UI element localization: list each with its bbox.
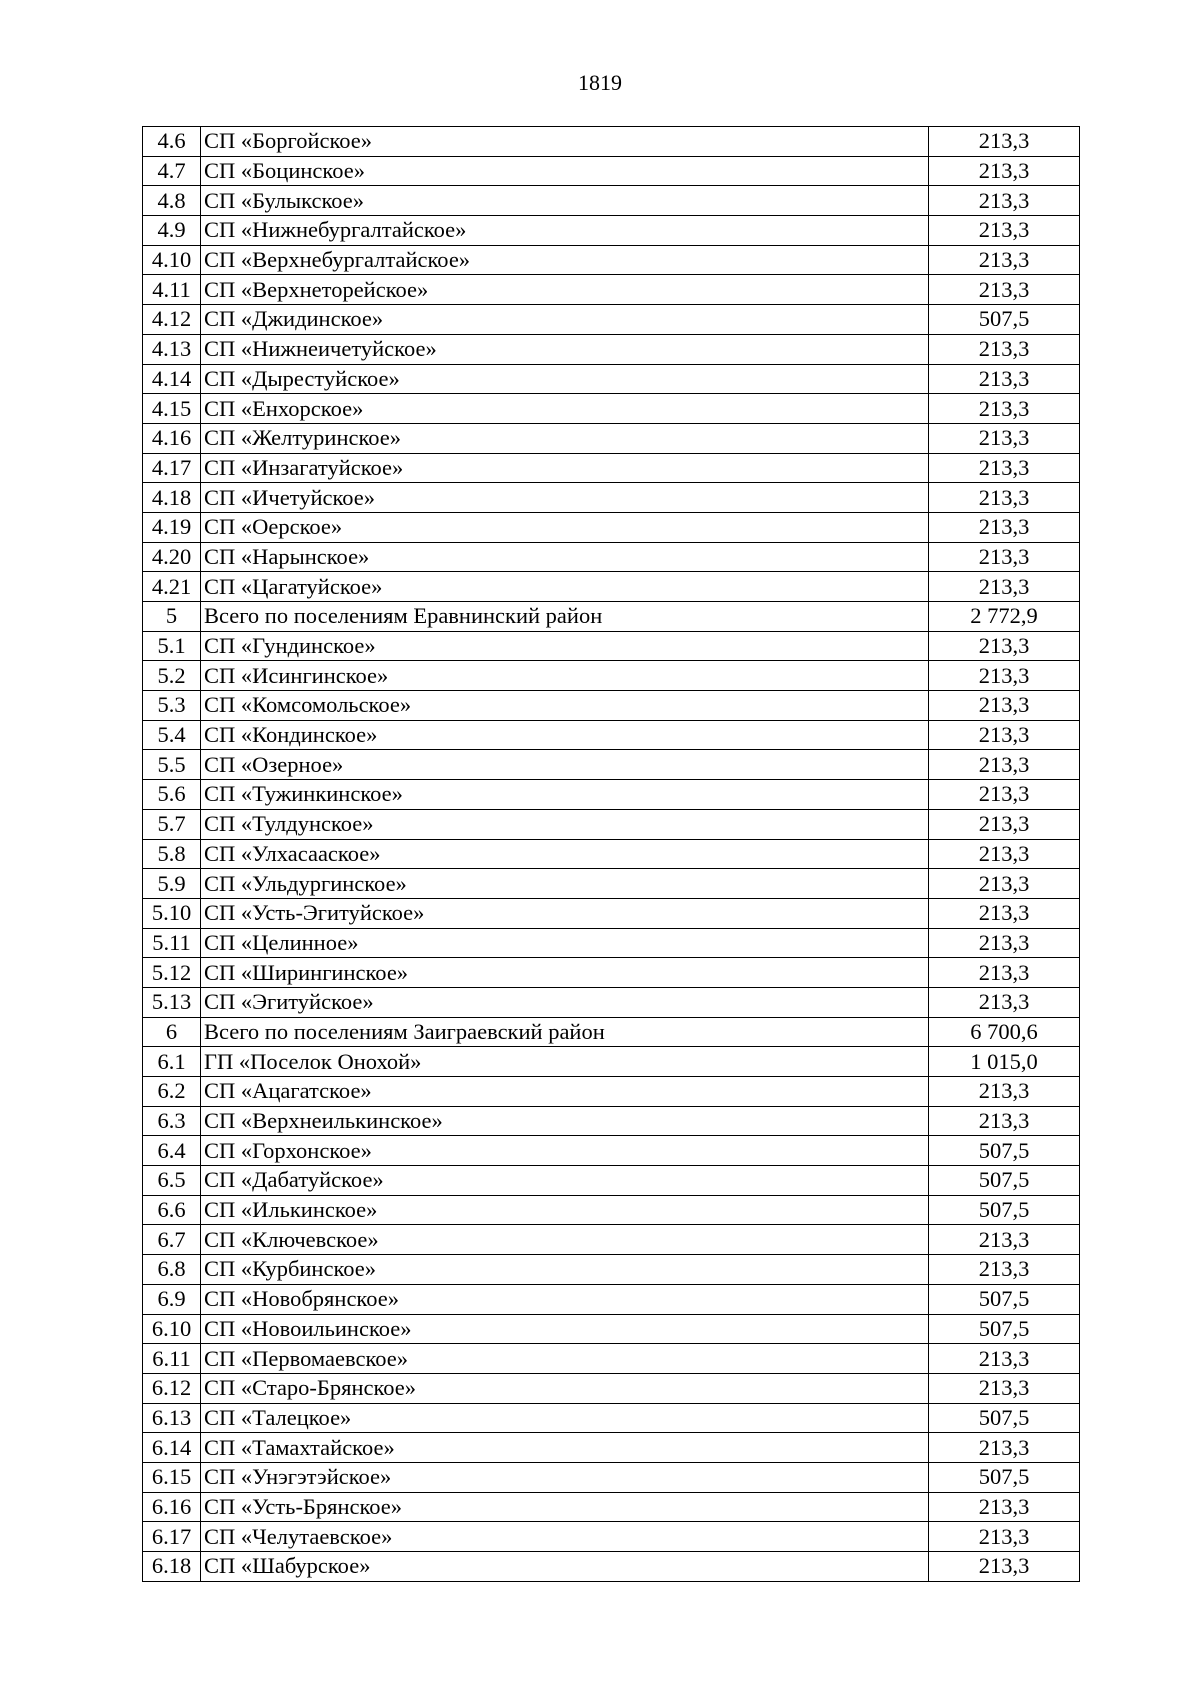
amount-cell: 213,3 [929, 334, 1080, 364]
table-row [143, 1225, 1080, 1255]
table-row [143, 1136, 1080, 1166]
table-row [143, 1492, 1080, 1522]
table-row [143, 483, 1080, 513]
settlement-name-cell: СП «Тужинкинское» [201, 780, 929, 810]
row-number-cell: 5.2 [143, 661, 201, 691]
table-row [143, 839, 1080, 869]
settlement-name-cell: СП «Цагатуйское» [201, 572, 929, 602]
row-number-cell: 6.16 [143, 1492, 201, 1522]
settlement-name-cell: СП «Дырестуйское» [201, 364, 929, 394]
row-number-cell: 6.12 [143, 1373, 201, 1403]
row-number-cell: 4.17 [143, 453, 201, 483]
row-number-cell: 4.20 [143, 542, 201, 572]
row-number-cell: 6.3 [143, 1106, 201, 1136]
table-row [143, 750, 1080, 780]
settlement-name-cell: СП «Шабурское» [201, 1552, 929, 1582]
amount-cell: 213,3 [929, 1344, 1080, 1374]
row-number-cell: 5.1 [143, 631, 201, 661]
settlement-name-cell: СП «Исингинское» [201, 661, 929, 691]
settlement-name-cell: СП «Челутаевское» [201, 1522, 929, 1552]
row-number-cell: 6.11 [143, 1344, 201, 1374]
row-number-cell: 4.12 [143, 305, 201, 335]
row-number-cell: 6.1 [143, 1047, 201, 1077]
row-number-cell: 5.13 [143, 987, 201, 1017]
page-number: 1819 [578, 70, 622, 95]
row-number-cell: 6.5 [143, 1166, 201, 1196]
row-number-cell: 5.5 [143, 750, 201, 780]
settlement-name-cell: СП «Целинное» [201, 928, 929, 958]
row-number-cell: 5.10 [143, 898, 201, 928]
amount-cell: 213,3 [929, 1552, 1080, 1582]
table-row [143, 809, 1080, 839]
amount-cell: 1 015,0 [929, 1047, 1080, 1077]
table-row [143, 275, 1080, 305]
row-number-cell: 5.12 [143, 958, 201, 988]
amount-cell: 213,3 [929, 1492, 1080, 1522]
settlement-allocation-table [142, 126, 1080, 1582]
table-row [143, 631, 1080, 661]
table-row [143, 453, 1080, 483]
amount-cell: 213,3 [929, 394, 1080, 424]
settlement-name-cell: СП «Усть-Эгитуйское» [201, 898, 929, 928]
settlement-name-cell: СП «Боцинское» [201, 156, 929, 186]
settlement-name-cell: СП «Верхнеилькинское» [201, 1106, 929, 1136]
amount-cell: 2 772,9 [929, 602, 1080, 632]
amount-cell: 507,5 [929, 1195, 1080, 1225]
table-row [143, 1077, 1080, 1107]
row-number-cell: 6.10 [143, 1314, 201, 1344]
table-row [143, 127, 1080, 157]
table-row [143, 720, 1080, 750]
settlement-name-cell: СП «Желтуринское» [201, 423, 929, 453]
table-row [143, 394, 1080, 424]
settlement-name-cell: СП «Ичетуйское» [201, 483, 929, 513]
table-row [143, 1344, 1080, 1374]
settlement-name-cell: СП «Инзагатуйское» [201, 453, 929, 483]
settlement-name-cell: СП «Горхонское» [201, 1136, 929, 1166]
amount-cell: 507,5 [929, 1462, 1080, 1492]
row-number-cell: 5.3 [143, 691, 201, 721]
table-row [143, 245, 1080, 275]
amount-cell: 213,3 [929, 156, 1080, 186]
amount-cell: 213,3 [929, 1077, 1080, 1107]
table-row [143, 364, 1080, 394]
table-row [143, 572, 1080, 602]
amount-cell: 213,3 [929, 987, 1080, 1017]
settlement-name-cell: СП «Комсомольское» [201, 691, 929, 721]
settlement-name-cell: СП «Ширингинское» [201, 958, 929, 988]
row-number-cell: 4.8 [143, 186, 201, 216]
amount-cell: 507,5 [929, 1314, 1080, 1344]
row-number-cell: 4.15 [143, 394, 201, 424]
amount-cell: 213,3 [929, 127, 1080, 157]
amount-cell: 213,3 [929, 275, 1080, 305]
row-number-cell: 4.19 [143, 512, 201, 542]
table-row [143, 691, 1080, 721]
row-number-cell: 6 [143, 1017, 201, 1047]
row-number-cell: 4.10 [143, 245, 201, 275]
table-row [143, 186, 1080, 216]
settlement-name-cell: СП «Унэгэтэйское» [201, 1462, 929, 1492]
settlement-name-cell: СП «Тамахтайское» [201, 1433, 929, 1463]
amount-cell: 213,3 [929, 245, 1080, 275]
row-number-cell: 5.8 [143, 839, 201, 869]
row-number-cell: 6.6 [143, 1195, 201, 1225]
amount-cell: 507,5 [929, 1403, 1080, 1433]
table-row [143, 602, 1080, 632]
table-row [143, 216, 1080, 246]
row-number-cell: 6.8 [143, 1255, 201, 1285]
settlement-name-cell: СП «Нижнеичетуйское» [201, 334, 929, 364]
amount-cell: 213,3 [929, 898, 1080, 928]
amount-cell: 213,3 [929, 453, 1080, 483]
row-number-cell: 4.16 [143, 423, 201, 453]
row-number-cell: 6.13 [143, 1403, 201, 1433]
settlement-name-cell: Всего по поселениям Заиграевский район [201, 1017, 929, 1047]
table-row [143, 156, 1080, 186]
amount-cell: 213,3 [929, 1255, 1080, 1285]
row-number-cell: 6.7 [143, 1225, 201, 1255]
amount-cell: 6 700,6 [929, 1017, 1080, 1047]
amount-cell: 213,3 [929, 869, 1080, 899]
row-number-cell: 4.13 [143, 334, 201, 364]
row-number-cell: 4.6 [143, 127, 201, 157]
settlement-name-cell: СП «Нарынское» [201, 542, 929, 572]
table-row [143, 661, 1080, 691]
settlement-name-cell: СП «Кондинское» [201, 720, 929, 750]
table-row [143, 1195, 1080, 1225]
amount-cell: 213,3 [929, 572, 1080, 602]
settlement-name-cell: СП «Эгитуйское» [201, 987, 929, 1017]
row-number-cell: 4.21 [143, 572, 201, 602]
row-number-cell: 4.11 [143, 275, 201, 305]
amount-cell: 213,3 [929, 1225, 1080, 1255]
table-row [143, 1403, 1080, 1433]
settlement-name-cell: СП «Новоильинское» [201, 1314, 929, 1344]
settlement-name-cell: СП «Ульдургинское» [201, 869, 929, 899]
row-number-cell: 5.7 [143, 809, 201, 839]
amount-cell: 213,3 [929, 1433, 1080, 1463]
row-number-cell: 5.4 [143, 720, 201, 750]
settlement-name-cell: СП «Гундинское» [201, 631, 929, 661]
row-number-cell: 5.6 [143, 780, 201, 810]
row-number-cell: 4.14 [143, 364, 201, 394]
settlement-name-cell: СП «Улхасаaское» [201, 839, 929, 869]
settlement-name-cell: СП «Илькинское» [201, 1195, 929, 1225]
row-number-cell: 5.11 [143, 928, 201, 958]
settlement-name-cell: СП «Дабатуйское» [201, 1166, 929, 1196]
row-number-cell: 4.18 [143, 483, 201, 513]
amount-cell: 213,3 [929, 186, 1080, 216]
settlement-name-cell: СП «Новобрянское» [201, 1284, 929, 1314]
settlement-name-cell: Всего по поселениям Еравнинский район [201, 602, 929, 632]
amount-cell: 213,3 [929, 928, 1080, 958]
table-row [143, 987, 1080, 1017]
amount-cell: 507,5 [929, 1136, 1080, 1166]
settlement-name-cell: СП «Старо-Брянское» [201, 1373, 929, 1403]
settlement-name-cell: СП «Булыкское» [201, 186, 929, 216]
table-row [143, 780, 1080, 810]
settlement-name-cell: ГП «Поселок Онохой» [201, 1047, 929, 1077]
amount-cell: 213,3 [929, 631, 1080, 661]
amount-cell: 213,3 [929, 691, 1080, 721]
amount-cell: 213,3 [929, 483, 1080, 513]
row-number-cell: 4.7 [143, 156, 201, 186]
row-number-cell: 6.9 [143, 1284, 201, 1314]
amount-cell: 213,3 [929, 809, 1080, 839]
amount-cell: 213,3 [929, 661, 1080, 691]
settlement-name-cell: СП «Ключевское» [201, 1225, 929, 1255]
row-number-cell: 6.17 [143, 1522, 201, 1552]
amount-cell: 213,3 [929, 839, 1080, 869]
table-row [143, 1284, 1080, 1314]
table-row [143, 1373, 1080, 1403]
amount-cell: 213,3 [929, 423, 1080, 453]
table-row [143, 1166, 1080, 1196]
row-number-cell: 6.2 [143, 1077, 201, 1107]
row-number-cell: 5 [143, 602, 201, 632]
amount-cell: 213,3 [929, 1106, 1080, 1136]
settlement-name-cell: СП «Озерное» [201, 750, 929, 780]
table-row [143, 1017, 1080, 1047]
amount-cell: 213,3 [929, 364, 1080, 394]
settlement-name-cell: СП «Усть-Брянское» [201, 1492, 929, 1522]
table-row [143, 1314, 1080, 1344]
table-row [143, 334, 1080, 364]
table-row [143, 1433, 1080, 1463]
table-row [143, 1522, 1080, 1552]
amount-cell: 213,3 [929, 780, 1080, 810]
row-number-cell: 6.15 [143, 1462, 201, 1492]
table-body [143, 127, 1080, 1582]
amount-cell: 213,3 [929, 512, 1080, 542]
table-row [143, 1047, 1080, 1077]
table-row [143, 305, 1080, 335]
table-row [143, 423, 1080, 453]
table-row [143, 1552, 1080, 1582]
table-row [143, 1255, 1080, 1285]
settlement-name-cell: СП «Джидинское» [201, 305, 929, 335]
amount-cell: 213,3 [929, 750, 1080, 780]
table-row [143, 869, 1080, 899]
settlement-name-cell: СП «Боргойское» [201, 127, 929, 157]
settlement-name-cell: СП «Оерское» [201, 512, 929, 542]
row-number-cell: 4.9 [143, 216, 201, 246]
settlement-name-cell: СП «Курбинское» [201, 1255, 929, 1285]
settlement-name-cell: СП «Талецкое» [201, 1403, 929, 1433]
settlement-name-cell: СП «Ацагатское» [201, 1077, 929, 1107]
settlement-name-cell: СП «Верхнеторейское» [201, 275, 929, 305]
row-number-cell: 6.4 [143, 1136, 201, 1166]
table-row [143, 1462, 1080, 1492]
settlement-name-cell: СП «Первомаевское» [201, 1344, 929, 1374]
table-row [143, 1106, 1080, 1136]
table-row [143, 512, 1080, 542]
row-number-cell: 5.9 [143, 869, 201, 899]
amount-cell: 213,3 [929, 720, 1080, 750]
settlement-name-cell: СП «Тулдунское» [201, 809, 929, 839]
row-number-cell: 6.14 [143, 1433, 201, 1463]
amount-cell: 213,3 [929, 216, 1080, 246]
table-row [143, 958, 1080, 988]
table-row [143, 928, 1080, 958]
amount-cell: 507,5 [929, 305, 1080, 335]
settlement-name-cell: СП «Нижнебургалтайское» [201, 216, 929, 246]
table-row [143, 898, 1080, 928]
amount-cell: 213,3 [929, 542, 1080, 572]
amount-cell: 213,3 [929, 1373, 1080, 1403]
amount-cell: 213,3 [929, 1522, 1080, 1552]
amount-cell: 507,5 [929, 1284, 1080, 1314]
row-number-cell: 6.18 [143, 1552, 201, 1582]
amount-cell: 213,3 [929, 958, 1080, 988]
amount-cell: 507,5 [929, 1166, 1080, 1196]
settlement-name-cell: СП «Енхорское» [201, 394, 929, 424]
settlement-name-cell: СП «Верхнебургалтайское» [201, 245, 929, 275]
table-row [143, 542, 1080, 572]
